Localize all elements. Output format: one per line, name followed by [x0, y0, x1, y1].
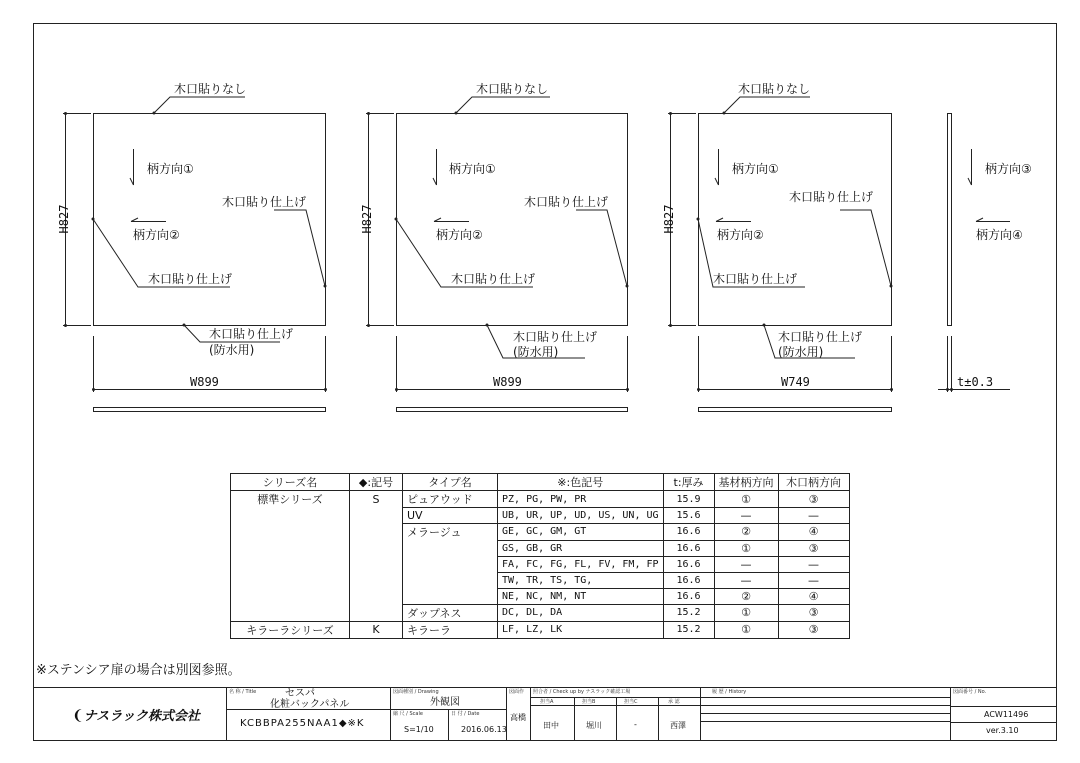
panel-3-grain-2: 柄方向② [717, 228, 764, 242]
drawing-caption: 図面種別 / Drawing [393, 689, 439, 695]
date-caption: 日 付 / Date [451, 711, 480, 717]
header-series: シリーズ名 [231, 474, 350, 491]
header-color: ※:色記号 [498, 474, 664, 491]
check-sub-approve: 承 認 [668, 699, 680, 705]
panel-3-label-right: 木口貼り仕上げ [789, 190, 874, 204]
table-row: メラージュ GE, GC, GM, GT 16.6 ② ④ [231, 524, 850, 541]
checker-c: - [634, 720, 637, 729]
table-row: UV UB, UR, UP, UD, US, UN, UG 15.6 — — [231, 508, 850, 524]
panel-2-label-left: 木口貼り仕上げ [451, 272, 536, 286]
scale-caption: 縮 尺 / Scale [393, 711, 423, 717]
drawing-type: 外観図 [430, 697, 460, 708]
header-type: タイプ名 [403, 474, 498, 491]
checker-b: 堀川 [586, 721, 602, 730]
panel-3-height-dim: H827 [662, 204, 676, 234]
check-sub-b: 担当B [582, 699, 596, 705]
header-symbol: ◆:記号 [350, 474, 403, 491]
panel-2-label-top: 木口貼りなし [476, 82, 549, 96]
panel-3-edge-view [699, 408, 892, 412]
version: ver.3.10 [986, 726, 1019, 735]
table-row: GS, GB, GR 16.6 ① ③ [231, 540, 850, 556]
panel-2-width-dim: W899 [493, 375, 522, 389]
panel-1-label-bottom-sub: (防水用) [209, 343, 255, 357]
drawing-number: ACW11496 [984, 710, 1029, 719]
table-row: TW, TR, TS, TG, 16.6 — — [231, 572, 850, 588]
panel-1-edge-view [94, 408, 326, 412]
panel-1-label-left: 木口貼り仕上げ [148, 272, 233, 286]
scale-value: S=1/10 [404, 725, 434, 734]
header-thickness: t:厚み [663, 474, 714, 491]
panel-3-outline [699, 114, 892, 326]
table-row: NE, NC, NM, NT 16.6 ② ④ [231, 588, 850, 604]
model-number: KCBBPA255NAA1◆※K [240, 718, 365, 729]
check-sub-a: 担当A [540, 699, 554, 705]
panel-3-label-bottom: 木口貼り仕上げ [778, 330, 863, 344]
check-sub-c: 担当C [624, 699, 638, 705]
panel-2-label-bottom: 木口貼り仕上げ [513, 330, 598, 344]
spec-table [230, 473, 850, 639]
panel-2-label-right: 木口貼り仕上げ [524, 195, 609, 209]
history-caption: 履 歴 / History [712, 689, 747, 695]
drafter-caption: 図面作 [509, 689, 525, 695]
panel-1-outline [94, 114, 326, 326]
panel-2-label-bottom-sub: (防水用) [513, 345, 559, 359]
date-value: 2016.06.13 [461, 725, 507, 734]
header-edge-grain: 木口柄方向 [778, 474, 849, 491]
panel-1-grain-2: 柄方向② [133, 228, 180, 242]
panel-2-outline [397, 114, 628, 326]
checker-approve: 西澤 [670, 721, 686, 730]
stencia-note: ※ステンシア扉の場合は別図参照。 [36, 663, 241, 678]
panel-1-width-dim: W899 [190, 375, 219, 389]
panel-1-grain-1: 柄方向① [147, 162, 194, 176]
number-caption: 図面番号 / No. [953, 689, 987, 695]
title-series: セスパ [285, 688, 315, 699]
drafter-name: 高橋 [510, 713, 526, 722]
title-product: 化粧バックパネル [270, 699, 350, 710]
table-row: ダップネス DC, DL, DA 15.2 ① ③ [231, 604, 850, 621]
edge-thickness-dim: t±0.3 [957, 375, 994, 389]
table-row: FA, FC, FG, FL, FV, FM, FP 16.6 — — [231, 556, 850, 572]
panel-1-height-dim: H827 [57, 204, 71, 234]
header-base-grain: 基材柄方向 [714, 474, 778, 491]
company-logo: ❨ナスラック株式会社 [72, 708, 200, 724]
edge-grain-3: 柄方向③ [985, 162, 1032, 176]
edge-panel-outline [948, 114, 952, 326]
panel-3-label-top: 木口貼りなし [738, 82, 811, 96]
panel-3-width-dim: W749 [781, 375, 810, 389]
panel-2-grain-2: 柄方向② [436, 228, 483, 242]
panel-3-label-bottom-sub: (防水用) [778, 345, 824, 359]
panel-3-label-left: 木口貼り仕上げ [713, 272, 798, 286]
panel-2-height-dim: H827 [360, 204, 374, 234]
table-header-row [231, 474, 850, 491]
company-mark-icon: ❨ [72, 708, 84, 724]
check-caption: 照合者 / Check up by ナスラック確認工場 [533, 689, 631, 695]
title-caption: 名 称 / Title [229, 689, 257, 695]
edge-grain-4: 柄方向④ [976, 228, 1023, 242]
panel-1-label-right: 木口貼り仕上げ [222, 195, 307, 209]
panel-2-edge-view [397, 408, 628, 412]
table-row: キラーラシリーズ K キラーラ LF, LZ, LK 15.2 ① ③ [231, 621, 850, 638]
panel-3-grain-1: 柄方向① [732, 162, 779, 176]
panel-1-label-top: 木口貼りなし [174, 82, 247, 96]
panel-2-grain-1: 柄方向① [449, 162, 496, 176]
panel-1-label-bottom: 木口貼り仕上げ [209, 327, 294, 341]
table-row: 標準シリーズ S ピュアウッド PZ, PG, PW, PR 15.9 ① ③ [231, 491, 850, 508]
checker-a: 田中 [543, 721, 559, 730]
